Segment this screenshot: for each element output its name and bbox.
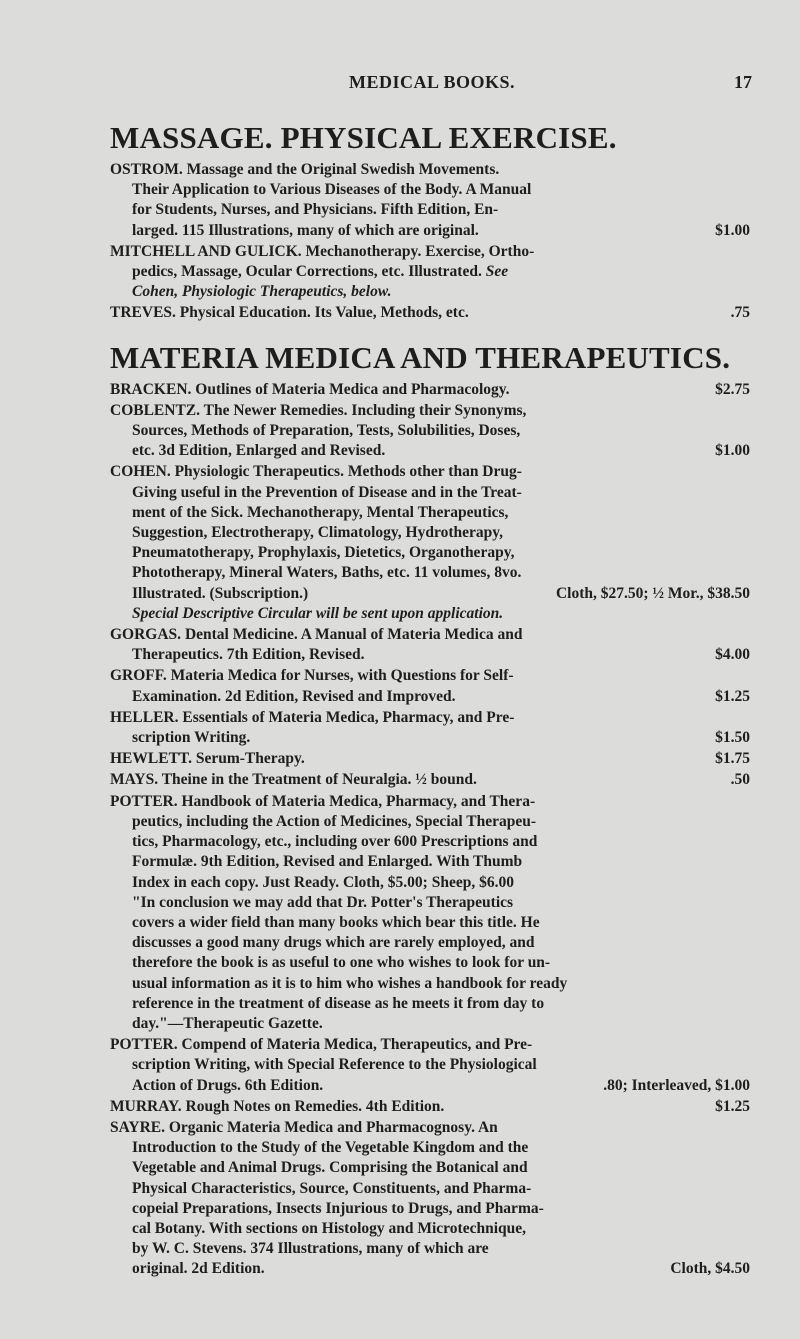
book-entry [110, 1118, 750, 1280]
review-quote-line: therefore the book is as useful to one who wishes to look for un- [132, 954, 551, 972]
book-author: HELLER. [110, 708, 179, 726]
book-text-line: cal Botany. With sections on Histology and Microtechnique, [132, 1219, 526, 1237]
book-author: OSTROM. [110, 161, 183, 178]
book-text-line: Sources, Methods of Preparation, Tests, Solubilities, Doses, [132, 422, 521, 440]
book-text-line: pedics, Massage, Ocular Corrections, etc. Illustrated. [132, 263, 482, 281]
book-text-line: The Newer Remedies. Including their Synonyms, [203, 401, 527, 419]
book-text-line: Pneumatotherapy, Prophylaxis, Dietetics, Organotherapy, [132, 544, 515, 562]
book-author: BRACKEN. [110, 380, 192, 398]
book-entry [110, 625, 750, 665]
book-text-line: Examination. 2d Edition, Revised and Improved. [132, 687, 456, 705]
book-text-line: Mechanotherapy. Exercise, Ortho- [305, 242, 535, 260]
book-entry [110, 401, 750, 462]
book-text-line: ment of the Sick. Mechanotherapy, Mental Therapeutics, [132, 503, 509, 521]
review-quote-line: day."—Therapeutic Gazette. [132, 1014, 323, 1032]
book-price: .50 [730, 771, 750, 789]
book-text-line: Illustrated. (Subscription.) [132, 584, 309, 602]
book-text-line: Index in each copy. Just Ready. Cloth, $5.00; Sheep, $6.00 [132, 873, 514, 891]
see-reference-label: See [485, 263, 509, 281]
page-number: 17 [734, 72, 752, 92]
circular-note: Special Descriptive Circular will be sent upon application. [132, 604, 504, 622]
book-author: POTTER. [110, 792, 178, 810]
cross-reference: Cohen, Physiologic Therapeutics, below. [132, 283, 392, 301]
book-author: HEWLETT. [110, 750, 192, 768]
book-author: MAYS. [110, 771, 159, 789]
running-title: MEDICAL BOOKS. [348, 72, 516, 92]
book-text-line: Physical Characteristics, Source, Constituents, and Pharma- [132, 1179, 532, 1197]
book-text-line: Suggestion, Electrotherapy, Climatology, Hydrotherapy, [132, 524, 504, 542]
section-heading-massage: MASSAGE. PHYSICAL EXERCISE. [110, 120, 617, 155]
book-price: $4.00 [715, 646, 750, 664]
book-entry [110, 303, 750, 323]
book-price: $1.75 [715, 750, 750, 768]
book-text-line: Compend of Materia Medica, Therapeutics, and Pre- [181, 1036, 533, 1054]
review-quote-line: discusses a good many drugs which are rarely employed, and [132, 934, 535, 952]
book-text-line: Therapeutics. 7th Edition, Revised. [132, 646, 365, 664]
review-quote-line: "In conclusion we may add that Dr. Potter's Therapeutics [132, 893, 514, 911]
section-heading-materia-medica: MATERIA MEDICA AND THERAPEUTICS. [110, 339, 731, 375]
book-entry [110, 380, 750, 400]
book-entry [110, 792, 750, 1034]
book-text-line: Physical Education. Its Value, Methods, etc. [179, 304, 469, 322]
catalog-content [110, 120, 750, 1281]
book-entry [110, 1035, 750, 1096]
review-quote-line: reference in the treatment of disease as he meets it from day to [132, 994, 545, 1012]
book-text-line: scription Writing. [132, 729, 251, 747]
book-text-line: Massage and the Original Swedish Movements. [186, 161, 500, 178]
book-text-line: Phototherapy, Mineral Waters, Baths, etc. 11 volumes, 8vo. [132, 564, 522, 582]
book-text-line: Vegetable and Animal Drugs. Comprising the Botanical and [132, 1159, 528, 1177]
book-text-line: Outlines of Materia Medica and Pharmacology. [195, 380, 510, 398]
book-text-line: Action of Drugs. 6th Edition. [132, 1076, 324, 1094]
book-text-line: Organic Materia Medica and Pharmacognosy. An [168, 1118, 498, 1136]
book-text-line: original. 2d Edition. [132, 1260, 265, 1278]
running-head [112, 72, 752, 94]
book-price: $2.75 [715, 380, 750, 398]
book-text-line: Physiologic Therapeutics. Methods other than Drug- [174, 463, 522, 481]
book-author: MURRAY. [110, 1097, 182, 1115]
book-author: COHEN. [110, 463, 171, 481]
book-entry [110, 160, 750, 241]
book-entry [110, 666, 750, 706]
book-entry [110, 462, 750, 624]
book-text-line: for Students, Nurses, and Physicians. Fifth Edition, En- [132, 201, 499, 219]
book-author: TREVES. [110, 304, 176, 322]
book-price: $1.00 [715, 442, 750, 460]
book-author: POTTER. [110, 1036, 178, 1054]
book-text-line: Rough Notes on Remedies. 4th Edition. [185, 1097, 445, 1115]
book-price: $1.00 [715, 221, 750, 239]
book-entry [110, 770, 750, 790]
book-author: SAYRE. [110, 1118, 165, 1136]
book-text-line: Their Application to Various Diseases of the Body. A Manual [132, 181, 532, 199]
book-price: Cloth, $4.50 [670, 1260, 750, 1278]
book-text-line: etc. 3d Edition, Enlarged and Revised. [132, 442, 386, 460]
book-text-line: Dental Medicine. A Manual of Materia Medica and [184, 626, 523, 644]
book-author: MITCHELL AND GULICK. [110, 242, 302, 260]
book-price: Cloth, $27.50; ½ Mor., $38.50 [555, 584, 750, 602]
book-text-line: Handbook of Materia Medica, Pharmacy, and Thera- [181, 792, 536, 810]
book-price: .80; Interleaved, $1.00 [603, 1076, 750, 1094]
book-text-line: Serum-Therapy. [195, 750, 305, 768]
book-author: GORGAS. [110, 626, 182, 644]
book-price: $1.50 [715, 729, 750, 747]
book-text-line: Essentials of Materia Medica, Pharmacy, and Pre- [182, 708, 515, 726]
book-text-line: tics, Pharmacology, etc., including over 600 Prescriptions and [132, 833, 538, 851]
book-entry [110, 749, 750, 769]
book-text-line: peutics, including the Action of Medicines, Special Therapeu- [132, 812, 537, 830]
book-text-line: Formulæ. 9th Edition, Revised and Enlarged. With Thumb [132, 853, 523, 871]
book-price: .75 [730, 304, 750, 322]
book-price: $1.25 [715, 687, 750, 705]
book-author: GROFF. [110, 667, 167, 685]
review-quote-line: covers a wider field than many books which bear this title. He [132, 913, 540, 931]
book-text-line: scription Writing, with Special Reference to the Physiological [132, 1056, 537, 1074]
review-quote-line: usual information as it is to him who wishes a handbook for ready [132, 974, 568, 992]
book-price: $1.25 [715, 1097, 750, 1115]
book-text-line: copeial Preparations, Insects Injurious to Drugs, and Pharma- [132, 1199, 544, 1217]
book-entry [110, 242, 750, 303]
book-text-line: larged. 115 Illustrations, many of which are original. [132, 221, 479, 239]
book-text-line: Introduction to the Study of the Vegetable Kingdom and the [132, 1139, 529, 1157]
book-entry [110, 708, 750, 748]
book-text-line: Theine in the Treatment of Neuralgia. ½ bound. [161, 771, 477, 789]
book-entry [110, 1097, 750, 1117]
book-author: COBLENTZ. [110, 401, 201, 419]
book-text-line: Giving useful in the Prevention of Disease and in the Treat- [132, 483, 522, 501]
book-text-line: by W. C. Stevens. 374 Illustrations, many of which are [132, 1240, 489, 1258]
book-text-line: Materia Medica for Nurses, with Questions for Self- [170, 667, 514, 685]
